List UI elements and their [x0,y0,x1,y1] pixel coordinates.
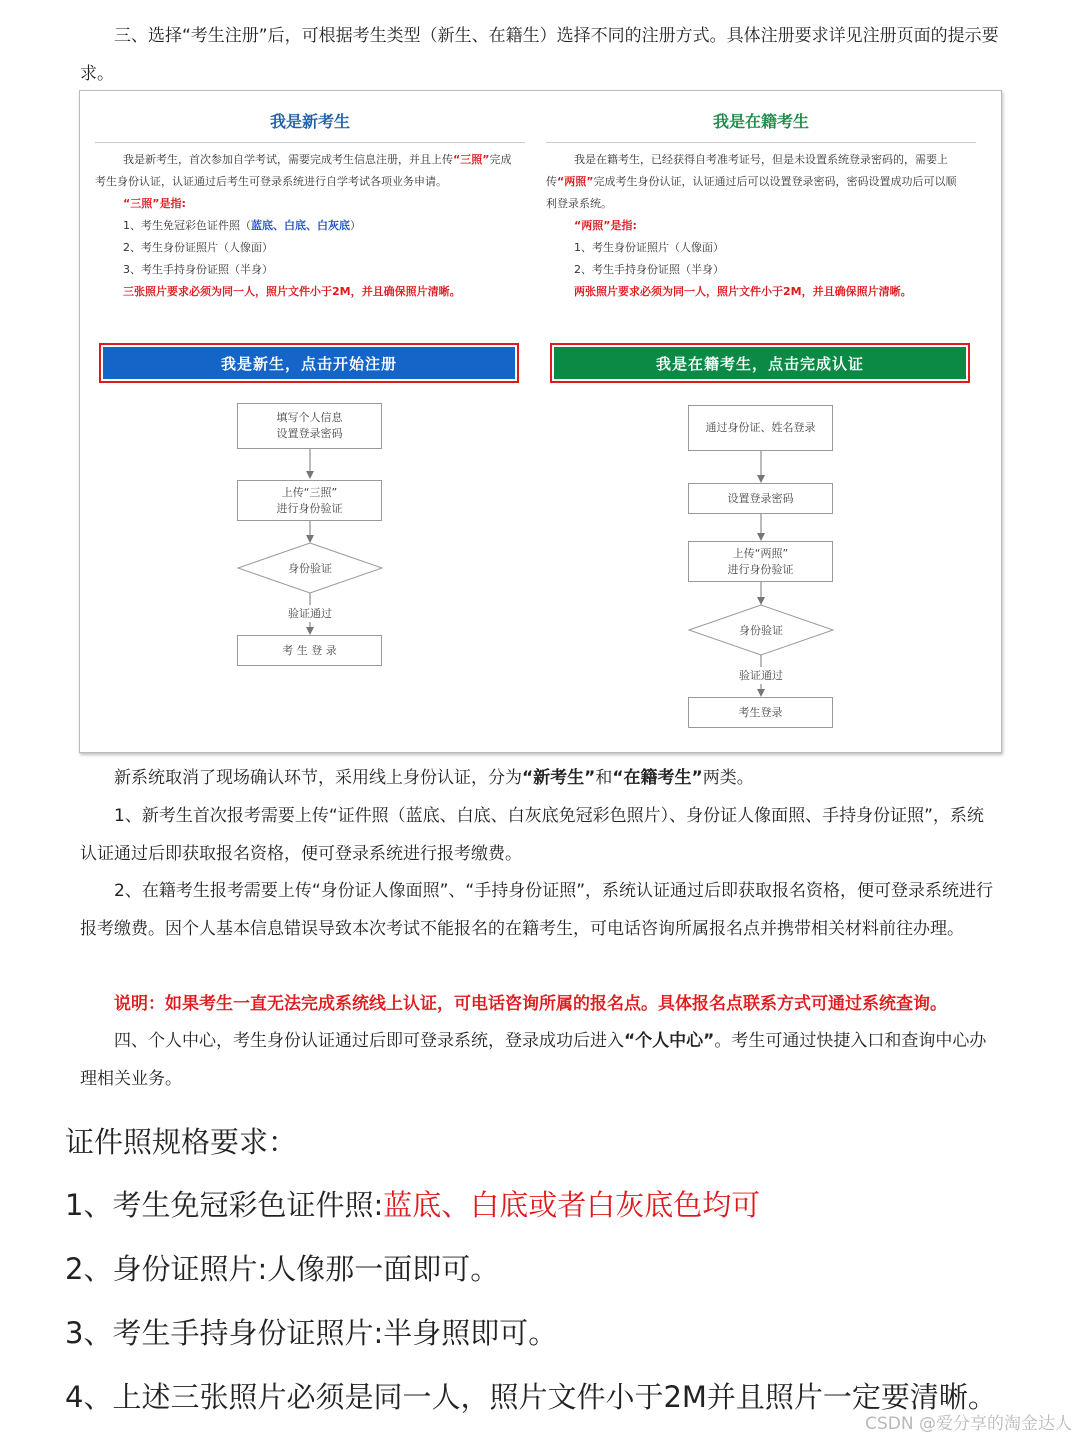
spec-heading: 证件照规格要求： [65,1125,298,1159]
enrolled-student-photos-label: “两照”是指: [574,219,637,232]
enrolled-student-description: 我是在籍考生，已经获得自考准考证号，但是未设置系统登录密码的，需要上传“两照”完成考生身份认证，认证通过后可以设置登录密码，密码设置成功后可以顺利登录系统。 “两照”是指: 1、考生身份证照片（人像面） 2、考生手持身份证照（半身） 两张照片要求必须为同一人，照片文件小于2M，并且确保照片清晰。 [546,149,966,303]
flow-step-set-password: 设置登录密码 [688,483,833,514]
body-paragraph-enrolled-student: 2、在籍考生报考需要上传“身份证人像面照”、“手持身份证照”，系统认证通过后即获取报名资格，便可登录系统进行报考缴费。因个人基本信息错误导致本次考试不能报名的在籍考生，可电话咨询所属报名点并携带相关材料前往办理。 [80,881,994,939]
start-registration-button[interactable]: 我是新生，点击开始注册 [99,343,519,383]
flow-decision-verify: 身份验证 [288,562,332,575]
body-paragraph-new-student: 1、新考生首次报考需要上传“证件照（蓝底、白底、白灰底免冠彩色照片）、身份证人像面照、手持身份证照”，系统认证通过后即获取报名资格，便可登录系统进行报考缴费。 [80,806,984,864]
flow-step-id-login: 通过身份证、姓名登录 [688,405,833,451]
flow-step-fill-info: 填写个人信息 设置登录密码 [237,403,382,449]
spec-item-1: 1、考生免冠彩色证件照:蓝底、白底或者白灰底色均可 [65,1188,761,1222]
flow-step-upload-three-photos: 上传“三照” 进行身份验证 [237,480,382,521]
watermark: CSDN @爱分享的淘金达人 [865,1414,1072,1434]
flow-step-login: 考生登录 [688,697,833,728]
flow-label-passed: 验证通过 [739,669,783,682]
registration-options-panel [79,90,1002,753]
intro-paragraph: 三、选择“考生注册”后，可根据考生类型（新生、在籍生）选择不同的注册方式。具体注册要求详见注册页面的提示要求。 [80,26,999,84]
body-note: 说明：如果考生一直无法完成系统线上认证，可电话咨询所属的报名点。具体报名点联系方式可通过系统查询。 [114,994,947,1014]
spec-item-2: 2、身份证照片:人像那一面即可。 [65,1252,500,1286]
spec-item-3: 3、考生手持身份证照片:半身照即可。 [65,1316,558,1350]
enrolled-student-column [546,91,986,752]
complete-verification-button[interactable]: 我是在籍考生，点击完成认证 [550,343,970,383]
body-paragraph-intro: 新系统取消了现场确认环节，采用线上身份认证，分为“新考生”和“在籍考生”两类。 [114,768,754,788]
flow-label-passed: 验证通过 [288,607,332,620]
flow-step-login: 考 生 登 录 [237,635,382,666]
new-student-photos-label: “三照”是指: [123,197,186,210]
flow-step-upload-two-photos: 上传“两照” 进行身份验证 [688,541,833,582]
spec-item-4: 4、上述三张照片必须是同一人，照片文件小于2M并且照片一定要清晰。 [65,1380,997,1414]
new-student-description: 我是新考生，首次参加自学考试，需要完成考生信息注册，并且上传“三照”完成考生身份认证，认证通过后考生可登录系统进行自学考试各项业务申请。 “三照”是指: 1、考生免冠彩色证件照（蓝底、白底、白灰底） 2、考生身份证照片（人像面） 3、考生手持身份证照（半身） 三张照片要求必须为同一人，照片文件小于2M，并且确保照片清晰。 [95,149,515,303]
body-paragraph-personal-center: 四、个人中心，考生身份认证通过后即可登录系统，登录成功后进入“个人中心”。考生可通过快捷入口和查询中心办理相关业务。 [80,1031,987,1089]
enrolled-student-warning: 两张照片要求必须为同一人，照片文件小于2M，并且确保照片清晰。 [574,285,912,298]
enrolled-student-title: 我是在籍考生 [546,109,976,143]
new-student-warning: 三张照片要求必须为同一人，照片文件小于2M，并且确保照片清晰。 [123,285,461,298]
new-student-title: 我是新考生 [95,109,525,143]
new-student-column [95,91,535,752]
flow-decision-verify: 身份验证 [739,624,783,637]
